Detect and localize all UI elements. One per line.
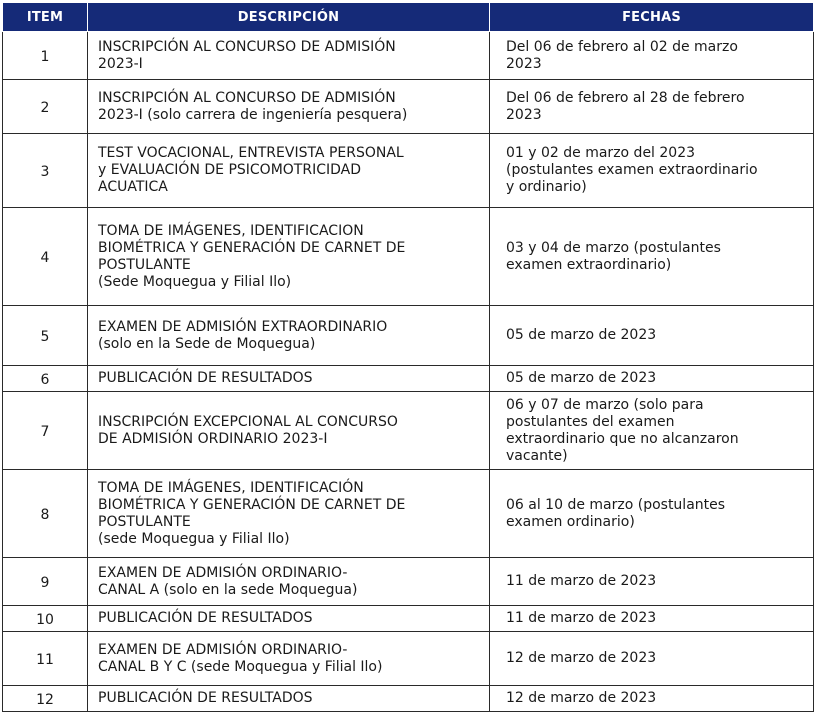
table-row (3, 686, 814, 712)
row-descripcion: TOMA DE IMÁGENES, IDENTIFICACIÓN BIOMÉTRICA Y GENERACIÓN DE CARNET DE POSTULANTE (sede Moquegua y Filial Ilo) (88, 470, 490, 558)
row-fechas: Del 06 de febrero al 02 de marzo 2023 (490, 32, 814, 80)
row-item: 12 (3, 686, 88, 712)
row-fechas: 11 de marzo de 2023 (490, 606, 814, 632)
row-item: 3 (3, 134, 88, 208)
row-fechas: 05 de marzo de 2023 (490, 306, 814, 366)
table-row (3, 392, 814, 470)
row-item: 5 (3, 306, 88, 366)
row-descripcion: INSCRIPCIÓN AL CONCURSO DE ADMISIÓN 2023-I (solo carrera de ingeniería pesquera) (88, 80, 490, 134)
row-item: 11 (3, 632, 88, 686)
row-descripcion: PUBLICACIÓN DE RESULTADOS (88, 606, 490, 632)
row-fechas: 12 de marzo de 2023 (490, 686, 814, 712)
row-item: 8 (3, 470, 88, 558)
table-row (3, 558, 814, 606)
table-row (3, 606, 814, 632)
row-descripcion: TOMA DE IMÁGENES, IDENTIFICACION BIOMÉTRICA Y GENERACIÓN DE CARNET DE POSTULANTE (Sede Moquegua y Filial Ilo) (88, 208, 490, 306)
table-row (3, 208, 814, 306)
row-fechas: 11 de marzo de 2023 (490, 558, 814, 606)
row-item: 2 (3, 80, 88, 134)
table-row (3, 80, 814, 134)
row-fechas: 12 de marzo de 2023 (490, 632, 814, 686)
row-fechas: 06 y 07 de marzo (solo para postulantes del examen extraordinario que no alcanzaron vacante) (490, 392, 814, 470)
row-item: 6 (3, 366, 88, 392)
row-descripcion: INSCRIPCIÓN AL CONCURSO DE ADMISIÓN 2023-I (88, 32, 490, 80)
table-body (3, 32, 814, 712)
row-item: 1 (3, 32, 88, 80)
table-row (3, 134, 814, 208)
row-fechas: 01 y 02 de marzo del 2023 (postulantes examen extraordinario y ordinario) (490, 134, 814, 208)
row-item: 4 (3, 208, 88, 306)
row-fechas: 03 y 04 de marzo (postulantes examen extraordinario) (490, 208, 814, 306)
table-row (3, 470, 814, 558)
table-row (3, 366, 814, 392)
table-header (3, 3, 814, 32)
row-descripcion: EXAMEN DE ADMISIÓN ORDINARIO- CANAL B Y C (sede Moquegua y Filial Ilo) (88, 632, 490, 686)
row-descripcion: TEST VOCACIONAL, ENTREVISTA PERSONAL y EVALUACIÓN DE PSICOMOTRICIDAD ACUATICA (88, 134, 490, 208)
row-item: 9 (3, 558, 88, 606)
row-descripcion: PUBLICACIÓN DE RESULTADOS (88, 686, 490, 712)
row-descripcion: INSCRIPCIÓN EXCEPCIONAL AL CONCURSO DE ADMISIÓN ORDINARIO 2023-I (88, 392, 490, 470)
table-row (3, 306, 814, 366)
row-descripcion: PUBLICACIÓN DE RESULTADOS (88, 366, 490, 392)
header-descripcion: DESCRIPCIÓN (88, 3, 490, 32)
row-fechas: 05 de marzo de 2023 (490, 366, 814, 392)
table-row (3, 32, 814, 80)
header-item: ITEM (3, 3, 88, 32)
admission-schedule-table (2, 2, 814, 712)
row-descripcion: EXAMEN DE ADMISIÓN ORDINARIO- CANAL A (solo en la sede Moquegua) (88, 558, 490, 606)
row-item: 7 (3, 392, 88, 470)
row-fechas: Del 06 de febrero al 28 de febrero 2023 (490, 80, 814, 134)
table-row (3, 632, 814, 686)
header-row (3, 3, 814, 32)
header-fechas: FECHAS (490, 3, 814, 32)
row-descripcion: EXAMEN DE ADMISIÓN EXTRAORDINARIO (solo en la Sede de Moquegua) (88, 306, 490, 366)
row-item: 10 (3, 606, 88, 632)
row-fechas: 06 al 10 de marzo (postulantes examen ordinario) (490, 470, 814, 558)
